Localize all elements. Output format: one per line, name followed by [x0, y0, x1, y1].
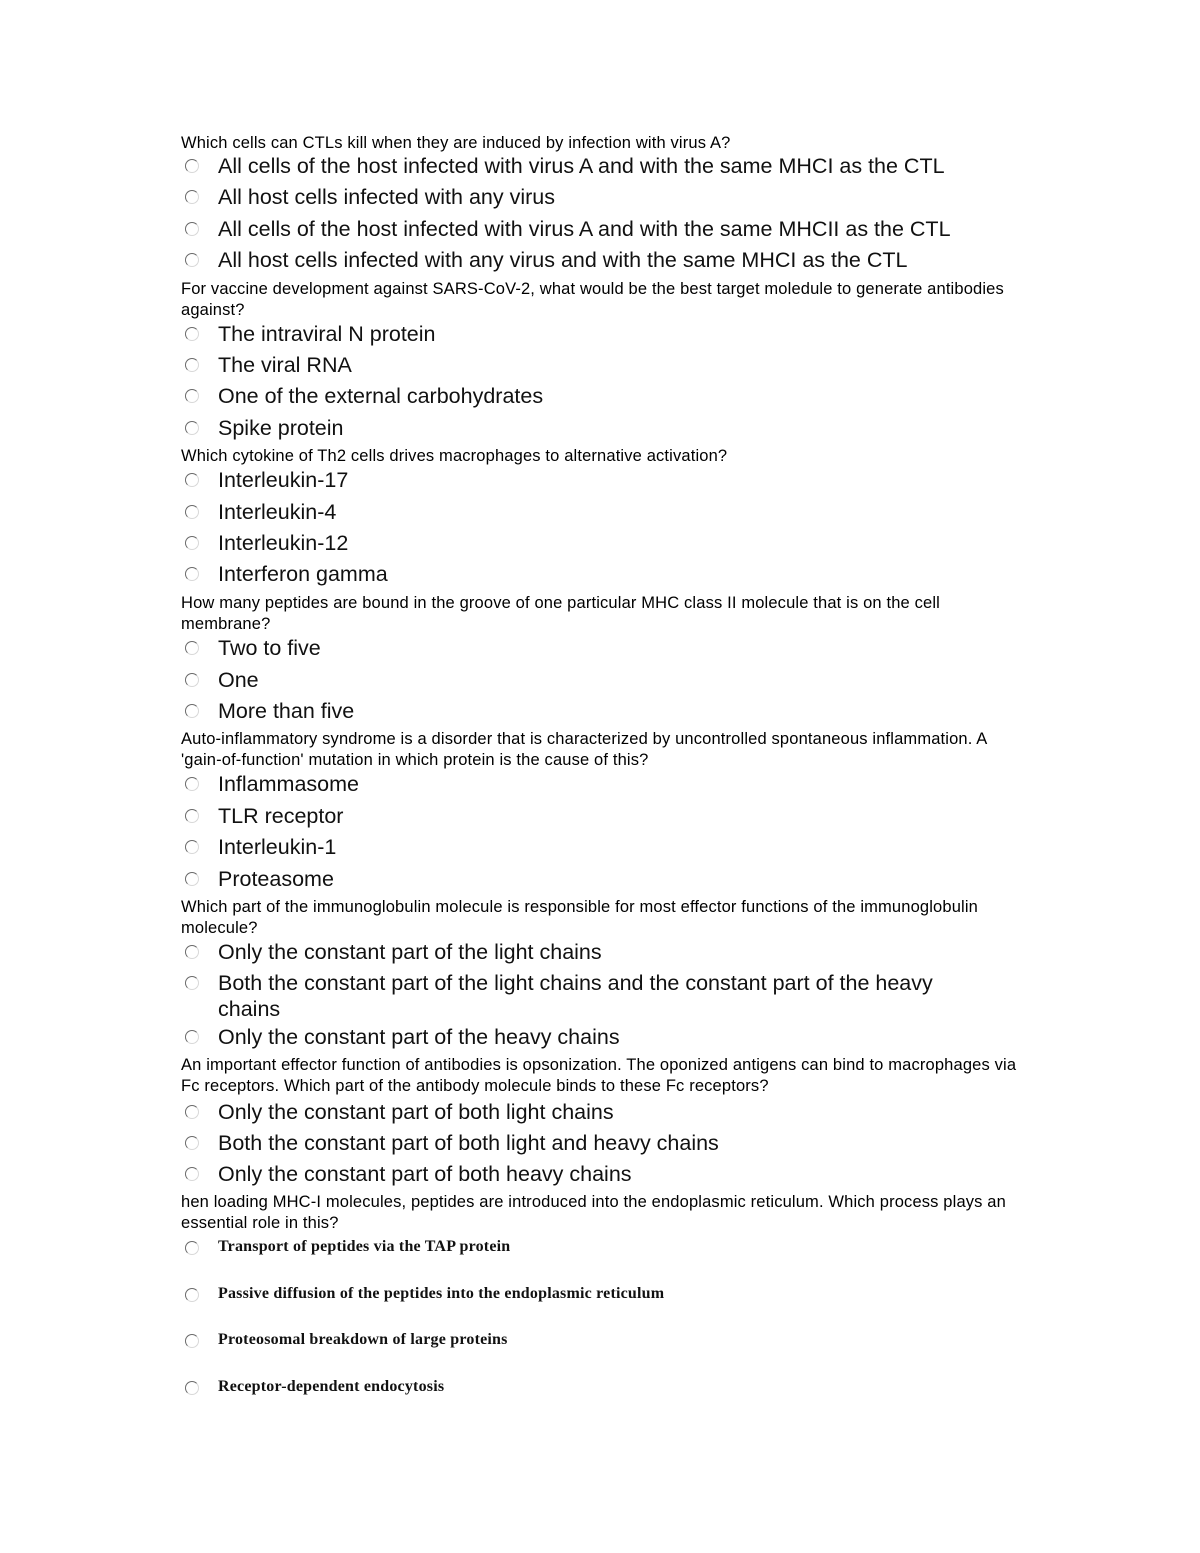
answer-option[interactable]	[183, 153, 983, 179]
option-label: Only the constant part of the light chains	[218, 940, 602, 964]
option-label: Interleukin-17	[218, 468, 349, 492]
option-label: The intraviral N protein	[218, 322, 436, 346]
answer-option[interactable]	[183, 1024, 983, 1050]
radio-button-icon[interactable]	[185, 1136, 199, 1150]
question-text: Which cytokine of Th2 cells drives macrophages to alternative activation?	[181, 447, 728, 465]
answer-option[interactable]	[183, 216, 983, 242]
option-label: Receptor-dependent endocytosis	[218, 1378, 445, 1395]
radio-button-icon[interactable]	[185, 1030, 199, 1044]
answer-option[interactable]	[183, 803, 983, 829]
answer-option[interactable]	[183, 247, 983, 273]
option-label: All host cells infected with any virus	[218, 185, 555, 209]
radio-button-icon[interactable]	[185, 704, 199, 718]
answer-option[interactable]	[183, 771, 983, 797]
radio-button-icon[interactable]	[185, 673, 199, 687]
radio-button-icon[interactable]	[185, 473, 199, 487]
answer-option[interactable]	[183, 1236, 983, 1258]
option-label: Two to five	[218, 636, 321, 660]
answer-option[interactable]	[183, 1161, 983, 1187]
option-label: Both the constant part of the light chains and the constant part of the heavy chains	[218, 971, 933, 1021]
answer-option[interactable]	[183, 383, 983, 409]
radio-button-icon[interactable]	[185, 872, 199, 886]
option-label: Proteasome	[218, 867, 334, 891]
radio-button-icon[interactable]	[185, 567, 199, 581]
radio-button-icon[interactable]	[185, 641, 199, 655]
option-label: Both the constant part of both light and heavy chains	[218, 1131, 719, 1155]
question-text: Auto-inflammatory syndrome is a disorder that is characterized by uncontrolled spontaneous inflammation. A 'gain-of-function' mutation in which protein is the cause of this?	[181, 730, 987, 769]
answer-option[interactable]	[183, 970, 973, 1022]
radio-button-icon[interactable]	[185, 1105, 199, 1119]
option-label: Interleukin-1	[218, 835, 337, 859]
radio-button-icon[interactable]	[185, 536, 199, 550]
answer-option[interactable]	[183, 939, 983, 965]
answer-option[interactable]	[183, 1329, 983, 1351]
answer-option[interactable]	[183, 866, 983, 892]
option-label: All host cells infected with any virus and with the same MHCI as the CTL	[218, 248, 908, 272]
option-label: More than five	[218, 699, 355, 723]
answer-option[interactable]	[183, 530, 983, 556]
option-label: Spike protein	[218, 416, 344, 440]
answer-option[interactable]	[183, 467, 983, 493]
option-label: One of the external carbohydrates	[218, 384, 544, 408]
radio-button-icon[interactable]	[185, 505, 199, 519]
answer-option[interactable]	[183, 698, 983, 724]
option-label: Only the constant part of the heavy chains	[218, 1025, 620, 1049]
question-text: An important effector function of antibodies is opsonization. The oponized antigens can bind to macrophages via Fc receptors. Which part of the antibody molecule binds to these Fc receptors?	[181, 1056, 1017, 1095]
option-label: Passive diffusion of the peptides into the endoplasmic reticulum	[218, 1285, 665, 1302]
radio-button-icon[interactable]	[185, 389, 199, 403]
option-label: Interferon gamma	[218, 562, 388, 586]
radio-button-icon[interactable]	[185, 1167, 199, 1181]
radio-button-icon[interactable]	[185, 1381, 199, 1395]
answer-option[interactable]	[183, 321, 983, 347]
radio-button-icon[interactable]	[185, 358, 199, 372]
radio-button-icon[interactable]	[185, 190, 199, 204]
radio-button-icon[interactable]	[185, 1241, 199, 1255]
option-label: Only the constant part of both light chains	[218, 1100, 614, 1124]
answer-option[interactable]	[183, 499, 983, 525]
option-label: Inflammasome	[218, 772, 359, 796]
radio-button-icon[interactable]	[185, 222, 199, 236]
answer-option[interactable]	[183, 635, 983, 661]
option-label: Only the constant part of both heavy chains	[218, 1162, 632, 1186]
radio-button-icon[interactable]	[185, 777, 199, 791]
radio-button-icon[interactable]	[185, 159, 199, 173]
radio-button-icon[interactable]	[185, 327, 199, 341]
answer-option[interactable]	[183, 1130, 983, 1156]
answer-option[interactable]	[183, 1099, 983, 1125]
radio-button-icon[interactable]	[185, 840, 199, 854]
radio-button-icon[interactable]	[185, 809, 199, 823]
answer-option[interactable]	[183, 352, 983, 378]
radio-button-icon[interactable]	[185, 253, 199, 267]
answer-option[interactable]	[183, 667, 983, 693]
radio-button-icon[interactable]	[185, 976, 199, 990]
answer-option[interactable]	[183, 834, 983, 860]
radio-button-icon[interactable]	[185, 1334, 199, 1348]
radio-button-icon[interactable]	[185, 421, 199, 435]
option-label: One	[218, 668, 259, 692]
answer-option[interactable]	[183, 561, 983, 587]
question-text: How many peptides are bound in the groove of one particular MHC class II molecule that is on the cell membrane?	[181, 594, 940, 633]
question-text: Which cells can CTLs kill when they are induced by infection with virus A?	[181, 134, 731, 152]
question-text: hen loading MHC-I molecules, peptides are introduced into the endoplasmic reticulum. Which process plays an essential role in this?	[181, 1193, 1006, 1232]
option-label: Proteosomal breakdown of large proteins	[218, 1331, 508, 1348]
option-label: All cells of the host infected with virus A and with the same MHCI as the CTL	[218, 154, 945, 178]
radio-button-icon[interactable]	[185, 1288, 199, 1302]
answer-option[interactable]	[183, 184, 983, 210]
answer-option[interactable]	[183, 415, 983, 441]
option-label: The viral RNA	[218, 353, 352, 377]
option-label: Transport of peptides via the TAP protein	[218, 1238, 511, 1255]
radio-button-icon[interactable]	[185, 945, 199, 959]
option-label: TLR receptor	[218, 804, 344, 828]
question-text: For vaccine development against SARS-CoV-2, what would be the best target moledule to generate antibodies against?	[181, 280, 1004, 319]
option-label: Interleukin-12	[218, 531, 349, 555]
answer-option[interactable]	[183, 1376, 983, 1398]
option-label: Interleukin-4	[218, 500, 337, 524]
answer-option[interactable]	[183, 1283, 983, 1305]
question-text: Which part of the immunoglobulin molecule is responsible for most effector functions of the immunoglobulin molecule?	[181, 898, 978, 937]
option-label: All cells of the host infected with virus A and with the same MHCII as the CTL	[218, 217, 951, 241]
